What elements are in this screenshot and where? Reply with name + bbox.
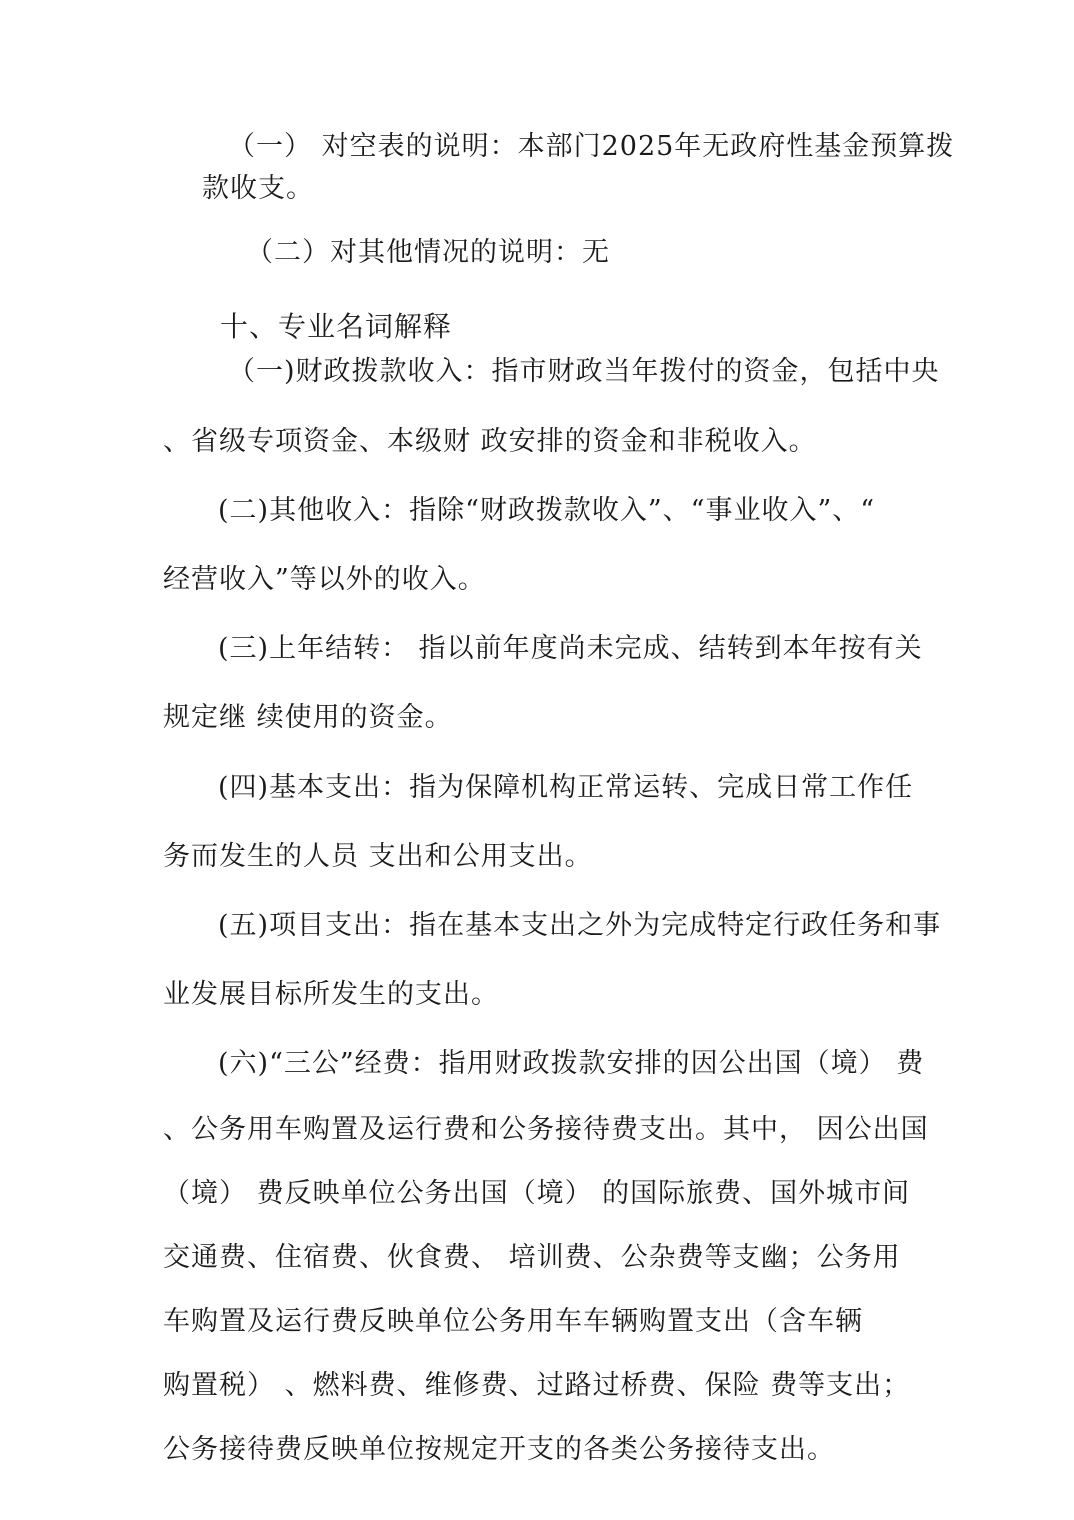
para1-line1: （一)财政拨款收入：指市财政当年拨付的资金，包括中央 <box>228 356 940 387</box>
para6-line4: 交通费、住宿费、伙食费、 培训费、公杂费等支幽；公务用 <box>163 1242 901 1273</box>
para1-line2: 、省级专项资金、本级财 政安排的资金和非税收入。 <box>163 426 817 457</box>
para5-line1: (五)项目支出：指在基本支出之外为完成特定行政任务和事 <box>218 910 942 941</box>
para3-line1: (三)上年结转： 指以前年度尚未完成、结转到本年按有关 <box>218 633 923 664</box>
section9-item1-line1: （一） 对空表的说明：本部门2025年无政府性基金预算拨 <box>228 131 955 162</box>
section9-item1-line2: 款收支。 <box>202 173 314 204</box>
para2-line1: (二)其他收入：指除“财政拨款收入”、“事业收入”、“ <box>218 495 876 526</box>
para3-line2: 规定继 续使用的资金。 <box>163 702 453 733</box>
section10-heading: 十、专业名词解释 <box>220 310 453 343</box>
section9-item2: （二）对其他情况的说明：无 <box>246 237 610 268</box>
para6-line6: 购置税） 、燃料费、维修费、过路过桥费、保险 费等支出； <box>163 1370 911 1401</box>
para6-line2: 、公务用车购置及运行费和公务接待费支出。其中， 因公出国 <box>163 1114 929 1145</box>
para5-line2: 业发展目标所发生的支出。 <box>163 979 499 1010</box>
para4-line1: (四)基本支出：指为保障机构正常运转、完成日常工作任 <box>218 772 914 803</box>
para2-line2: 经营收入”等以外的收入。 <box>163 564 486 595</box>
para6-line3: （境） 费反映单位公务出国（境） 的国际旅费、国外城市间 <box>163 1178 911 1209</box>
para6-line5: 车购置及运行费反映单位公务用车车辆购置支出（含车辆 <box>163 1306 863 1337</box>
para4-line2: 务而发生的人员 支出和公用支出。 <box>163 841 593 872</box>
para6-line1: (六)“三公”经费：指用财政拨款安排的因公出国（境） 费 <box>218 1048 925 1079</box>
para6-line7: 公务接待费反映单位按规定开支的各类公务接待支出。 <box>163 1434 835 1465</box>
